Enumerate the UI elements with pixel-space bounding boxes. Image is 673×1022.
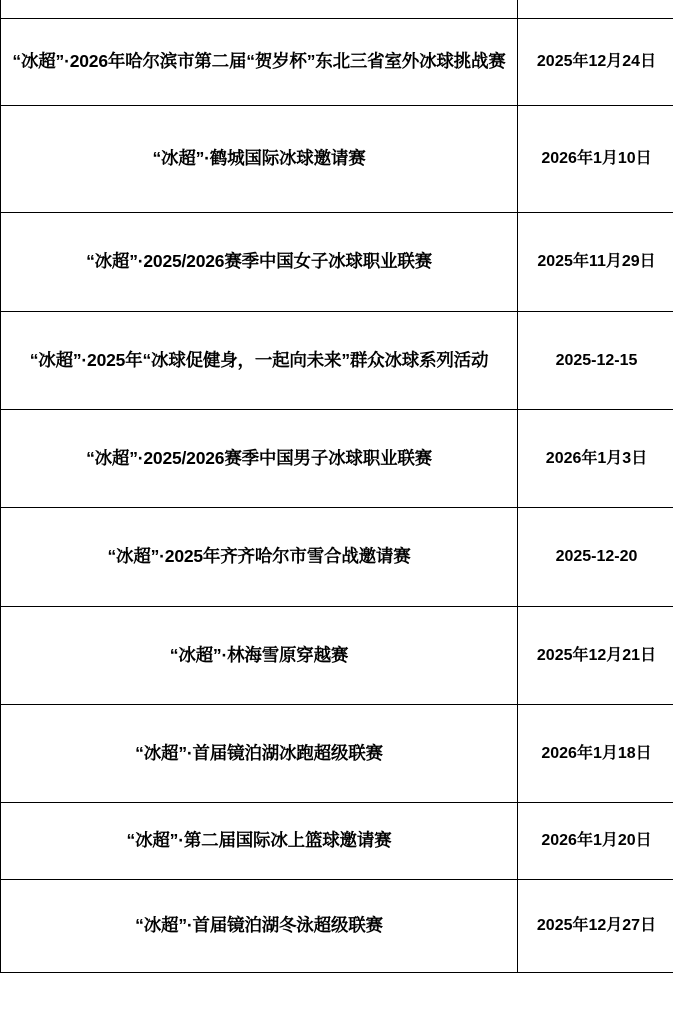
event-name-cell: “冰超”·2025/2026赛季中国男子冰球职业联赛	[1, 410, 518, 508]
table-body	[1, 0, 673, 973]
table-row	[1, 19, 673, 106]
table-row	[1, 312, 673, 410]
table-row-clipped	[1, 0, 673, 19]
table-row	[1, 410, 673, 508]
event-date-cell: 2025年12月27日	[518, 880, 673, 973]
event-name-cell	[1, 0, 518, 19]
event-date-cell: 2026年1月10日	[518, 106, 673, 213]
event-date-cell: 2026年1月18日	[518, 705, 673, 803]
event-name-cell: “冰超”·鹤城国际冰球邀请赛	[1, 106, 518, 213]
event-date-cell: 2025年12月24日	[518, 19, 673, 106]
event-name-cell: “冰超”·2025/2026赛季中国女子冰球职业联赛	[1, 213, 518, 312]
event-date-cell: 2026年1月3日	[518, 410, 673, 508]
event-date-cell: 2026年1月20日	[518, 803, 673, 880]
event-date-cell	[518, 0, 673, 19]
event-date-cell: 2025-12-15	[518, 312, 673, 410]
table-row	[1, 880, 673, 973]
event-date-cell: 2025年11月29日	[518, 213, 673, 312]
event-name-cell: “冰超”·首届镜泊湖冰跑超级联赛	[1, 705, 518, 803]
table-row	[1, 607, 673, 705]
event-name-cell: “冰超”·第二届国际冰上篮球邀请赛	[1, 803, 518, 880]
event-name-cell: “冰超”·2025年“冰球促健身，一起向未来”群众冰球系列活动	[1, 312, 518, 410]
event-date-cell: 2025-12-20	[518, 508, 673, 607]
event-name-cell: “冰超”·2026年哈尔滨市第二届“贺岁杯”东北三省室外冰球挑战赛	[1, 19, 518, 106]
table-row	[1, 508, 673, 607]
table-row	[1, 106, 673, 213]
table-row	[1, 803, 673, 880]
event-name-cell: “冰超”·2025年齐齐哈尔市雪合战邀请赛	[1, 508, 518, 607]
event-date-cell: 2025年12月21日	[518, 607, 673, 705]
event-name-cell: “冰超”·林海雪原穿越赛	[1, 607, 518, 705]
event-name-cell: “冰超”·首届镜泊湖冬泳超级联赛	[1, 880, 518, 973]
table-row	[1, 705, 673, 803]
table-row	[1, 213, 673, 312]
